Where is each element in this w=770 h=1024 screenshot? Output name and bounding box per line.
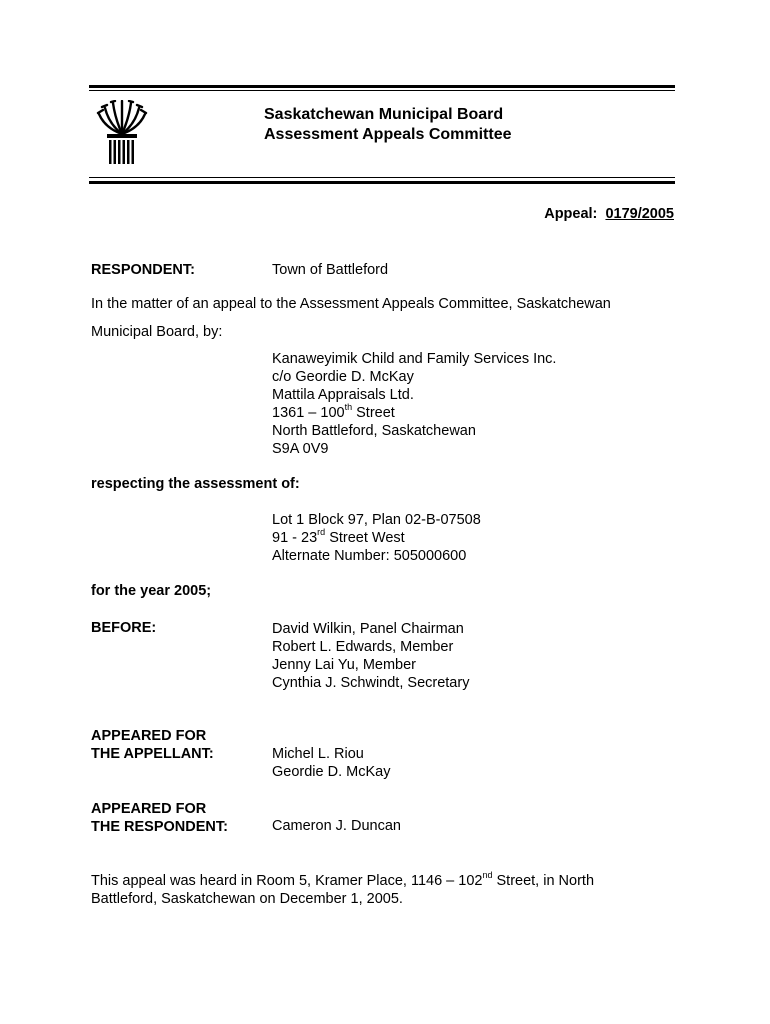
panel-member: David Wilkin, Panel Chairman xyxy=(272,621,464,637)
header-top-rule-thin xyxy=(89,90,675,91)
panel-members xyxy=(272,620,469,692)
respecting-label: respecting the assessment of: xyxy=(91,476,300,492)
intro-line-1: In the matter of an appeal to the Assessment Appeals Committee, Saskatchewan xyxy=(91,296,611,312)
intro-line-2: Municipal Board, by: xyxy=(91,324,223,340)
before-label: BEFORE: xyxy=(91,620,157,636)
appeared-appellant-label: APPEARED FOR THE APPELLANT: xyxy=(91,728,214,762)
hearing-line-1: This appeal was heard in Room 5, Kramer Place, 1146 – 102nd Street, in North xyxy=(91,870,595,889)
representative: Geordie D. McKay xyxy=(272,764,391,780)
address-line: S9A 0V9 xyxy=(272,441,329,457)
address-line: 1361 – 100th Street xyxy=(272,402,395,421)
property-line: Lot 1 Block 97, Plan 02-B-07508 xyxy=(272,512,481,528)
committee-title: Assessment Appeals Committee xyxy=(264,126,512,143)
header-top-rule-thick xyxy=(89,85,675,88)
property-line: Alternate Number: 505000600 xyxy=(272,548,467,564)
address-line: c/o Geordie D. McKay xyxy=(272,369,414,385)
respondent-value: Town of Battleford xyxy=(272,262,389,278)
address-line: Mattila Appraisals Ltd. xyxy=(272,387,414,403)
appellant-representatives xyxy=(272,745,390,781)
representative: Michel L. Riou xyxy=(272,746,364,762)
header-bottom-rule-thick xyxy=(89,181,675,184)
property-line: 91 - 23rd Street West xyxy=(272,527,405,546)
respondent-representative: Cameron J. Duncan xyxy=(272,818,401,834)
property-block xyxy=(272,511,481,565)
panel-member: Robert L. Edwards, Member xyxy=(272,639,454,655)
address-line: North Battleford, Saskatchewan xyxy=(272,423,476,439)
wheat-sheaf-logo xyxy=(95,100,149,166)
appeared-respondent-label: APPEARED FOR THE RESPONDENT: xyxy=(91,801,228,835)
appeal-number-value: 0179/2005 xyxy=(605,206,674,222)
address-line: Kanaweyimik Child and Family Services Inc. xyxy=(272,351,557,367)
appellant-address-block xyxy=(272,350,556,458)
panel-member: Jenny Lai Yu, Member xyxy=(272,657,417,673)
year-label: for the year 2005; xyxy=(91,583,212,599)
respondent-label: RESPONDENT: xyxy=(91,262,195,278)
appeal-number xyxy=(544,206,674,222)
panel-member: Cynthia J. Schwindt, Secretary xyxy=(272,675,470,691)
appeal-label: Appeal: xyxy=(544,206,598,222)
header-bottom-rule-thin xyxy=(89,177,675,178)
hearing-line-2: Battleford, Saskatchewan on December 1, 2005. xyxy=(91,891,403,907)
board-title: Saskatchewan Municipal Board xyxy=(264,106,504,123)
hearing-paragraph xyxy=(91,872,594,908)
